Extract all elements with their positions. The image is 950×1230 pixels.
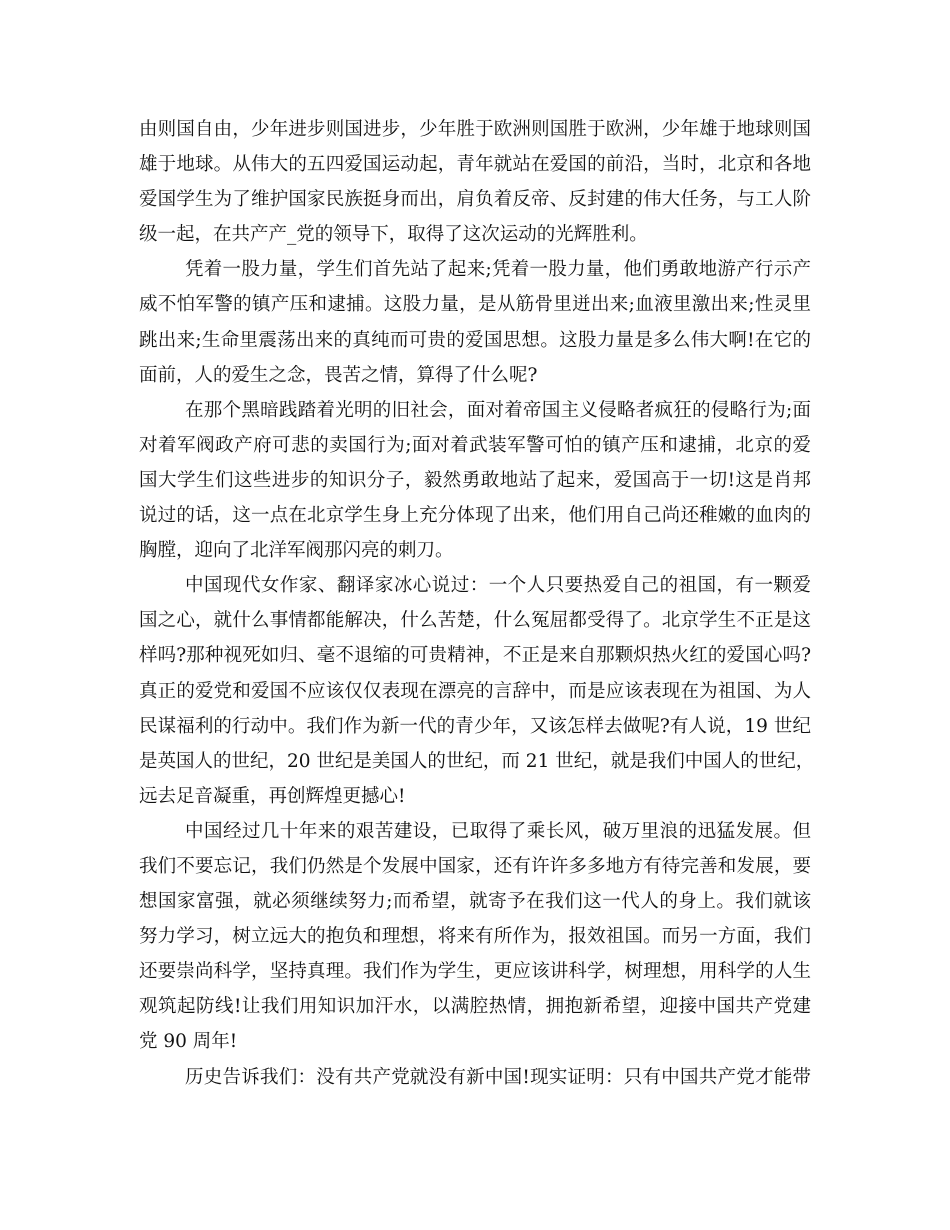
text-line: 中国现代女作家、翻译家冰心说过：一个人只要热爱自己的祖国，有一颗爱: [185, 575, 811, 597]
paragraph-5: [139, 814, 811, 1060]
paragraph-3: [139, 393, 811, 568]
document-body: [139, 112, 815, 1095]
text-line: 我们不要忘记，我们仍然是个发展中国家，还有许许多多地方有待完善和发展，要: [139, 855, 811, 877]
paragraph-2: [139, 252, 811, 392]
text-line: 胸膛，迎向了北洋军阀那闪亮的刺刀。: [139, 540, 454, 562]
text-line: 样吗?那种视死如归、毫不退缩的可贵精神，不正是来自那颗炽热火红的爱国心吗?: [139, 645, 811, 667]
text-line: 国大学生们这些进步的知识分子，毅然勇敢地站了起来，爱国高于一切!这是肖邦: [139, 469, 812, 491]
text-line: 面前，人的爱生之念，畏苦之情，算得了什么呢?: [139, 364, 538, 386]
text-line: 威不怕军警的镇产压和逮捕。这股力量，是从筋骨里迸出来;血液里激出来;性灵里: [139, 294, 811, 316]
text-line: 党 90 周年!: [139, 1031, 238, 1053]
paragraph-6: [139, 1060, 811, 1095]
text-line: 由则国自由，少年进步则国进步，少年胜于欧洲则国胜于欧洲，少年雄于地球则国: [139, 119, 811, 140]
text-line: 努力学习，树立远大的抱负和理想，将来有所作为，报效祖国。而另一方面，我们: [139, 926, 811, 948]
text-line: 远去足音凝重，再创辉煌更撼心!: [139, 785, 406, 807]
text-line: 级一起，在共产产_党的领导下，取得了这次运动的光辉胜利。: [139, 224, 648, 246]
text-line: 爱国学生为了维护国家民族挺身而出，肩负着反帝、反封建的伟大任务，与工人阶: [139, 189, 811, 211]
text-line: 观筑起防线!让我们用知识加汗水，以满腔热情，拥抱新希望，迎接中国共产党建: [139, 996, 811, 1018]
text-line: 想国家富强，就必须继续努力;而希望，就寄予在我们这一代人的身上。我们就该: [139, 891, 811, 913]
text-line: 历史告诉我们：没有共产党就没有新中国!现实证明：只有中国共产党才能带: [185, 1066, 811, 1088]
text-line: 还要崇尚科学，坚持真理。我们作为学生，更应该讲科学，树理想，用科学的人生: [139, 961, 811, 983]
paragraph-1: [139, 112, 811, 252]
text-line: 国之心，就什么事情都能解决，什么苦楚，什么冤屈都受得了。北京学生不正是这: [139, 610, 811, 632]
text-line: 跳出来;生命里震荡出来的真纯而可贵的爱国思想。这股力量是多么伟大啊!在它的: [139, 329, 811, 351]
text-line: 在那个黑暗践踏着光明的旧社会，面对着帝国主义侵略者疯狂的侵略行为;面: [185, 399, 811, 421]
text-line: 中国经过几十年来的艰苦建设，已取得了乘长风，破万里浪的迅猛发展。但: [185, 820, 811, 842]
text-line: 雄于地球。从伟大的五四爱国运动起，青年就站在爱国的前沿，当时，北京和各地: [139, 154, 811, 176]
text-line: 是英国人的世纪，20 世纪是美国人的世纪，而 21 世纪，就是我们中国人的世纪，: [139, 750, 815, 772]
text-line: 说过的话，这一点在北京学生身上充分体现了出来，他们用自己尚还稚嫩的血肉的: [139, 505, 811, 527]
text-line: 凭着一股力量，学生们首先站了起来;凭着一股力量，他们勇敢地游产行示产: [185, 259, 811, 281]
text-line: 真正的爱党和爱国不应该仅仅表现在漂亮的言辞中，而是应该表现在为祖国、为人: [139, 680, 811, 702]
paragraph-4: [139, 568, 815, 814]
text-line: 对着军阀政产府可悲的卖国行为;面对着武装军警可怕的镇产压和逮捕，北京的爱: [139, 434, 811, 456]
text-line: 民谋福利的行动中。我们作为新一代的青少年，又该怎样去做呢?有人说，19 世纪: [139, 715, 811, 737]
